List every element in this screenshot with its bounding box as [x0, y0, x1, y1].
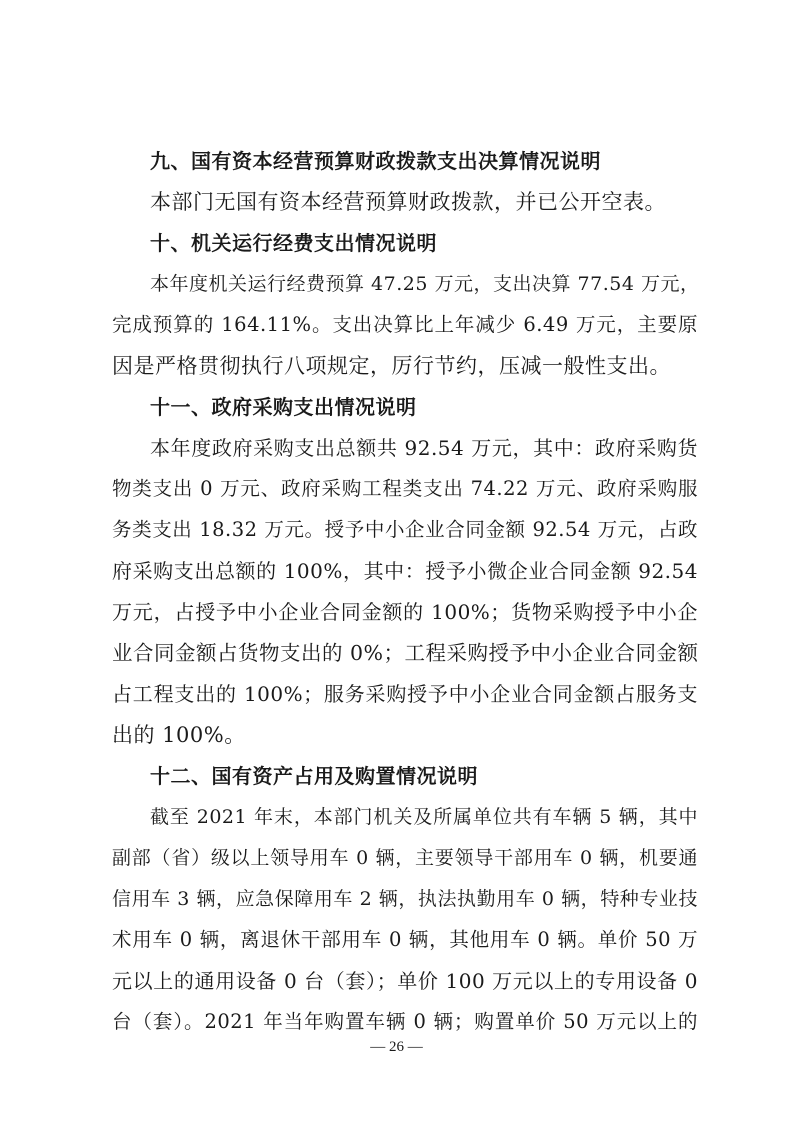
section-9-line-1: 本部门无国有资本经营预算财政拨款，并已公开空表。 — [150, 190, 666, 214]
section-11-line-7: 占工程支出的 100%；服务采购授予中小企业合同金额占服务支 — [112, 682, 698, 706]
section-12-line-2: 副部（省）级以上领导用车 0 辆，主要领导干部用车 0 辆，机要通 — [112, 847, 698, 869]
section-12-line-3: 信用车 3 辆，应急保障用车 2 辆，执法执勤用车 0 辆，特种专业技 — [112, 888, 698, 910]
section-12-line-4: 术用车 0 辆，离退休干部用车 0 辆，其他用车 0 辆。单价 50 万 — [112, 928, 698, 951]
section-11-line-1: 本年度政府采购支出总额共 92.54 万元，其中：政府采购货 — [150, 436, 698, 460]
section-12-line-6: 台（套）。2021 年当年购置车辆 0 辆；购置单价 50 万元以上的 — [112, 1010, 698, 1033]
section-10-line-3: 因是严格贯彻执行八项规定，厉行节约，压减一般性支出。 — [112, 354, 671, 378]
section-11-line-4: 府采购支出总额的 100%，其中：授予小微企业合同金额 92.54 — [112, 559, 698, 583]
section-11-line-8: 出的 100%。 — [112, 723, 246, 747]
section-11-line-6: 业合同金额占货物支出的 0%；工程采购授予中小企业合同金额 — [112, 641, 699, 665]
section-11-line-5: 万元，占授予中小企业合同金额的 100%；货物采购授予中小企 — [112, 600, 698, 624]
section-12-line-5: 元以上的通用设备 0 台（套）；单价 100 万元以上的专用设备 0 — [112, 969, 698, 993]
section-11-line-3: 务类支出 18.32 万元。授予中小企业合同金额 92.54 万元，占政 — [112, 518, 698, 541]
section-10-line-1: 本年度机关运行经费预算 47.25 万元，支出决算 77.54 万元， — [150, 273, 700, 295]
section-11-line-2: 物类支出 0 万元、政府采购工程类支出 74.22 万元、政府采购服 — [112, 477, 698, 500]
section-11-heading: 十一、政府采购支出情况说明 — [150, 395, 417, 419]
section-12-line-1: 截至 2021 年末，本部门机关及所属单位共有车辆 5 辆，其中 — [150, 806, 698, 828]
section-12-heading: 十二、国有资产占用及购置情况说明 — [150, 764, 478, 788]
section-10-heading: 十、机关运行经费支出情况说明 — [150, 231, 437, 255]
page-number: — 26 — — [370, 1039, 423, 1055]
section-9-heading: 九、国有资本经营预算财政拨款支出决算情况说明 — [150, 149, 601, 173]
section-10-line-2: 完成预算的 164.11%。支出决算比上年减少 6.49 万元，主要原 — [112, 313, 698, 336]
